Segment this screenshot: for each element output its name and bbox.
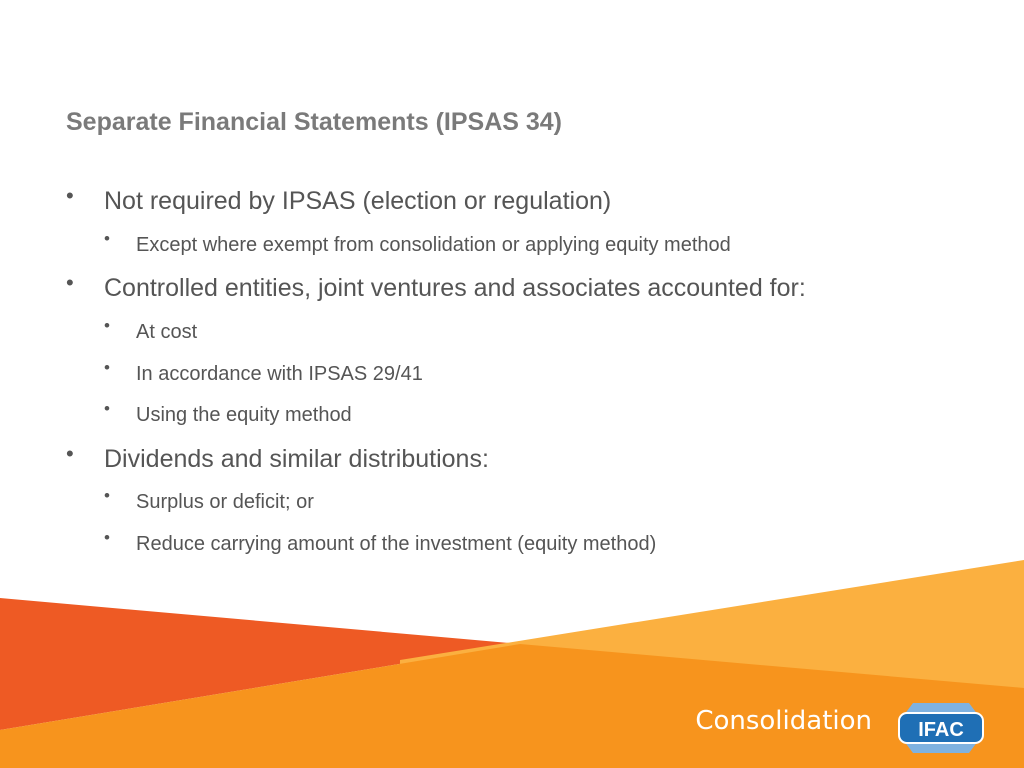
bullet-marker: • bbox=[104, 229, 110, 248]
ifac-logo bbox=[895, 697, 987, 759]
sub-bullet-text: In accordance with IPSAS 29/41 bbox=[136, 363, 423, 385]
bullet-marker: • bbox=[66, 441, 74, 466]
sub-bullet-text: Except where exempt from consolidation or applying equity method bbox=[136, 234, 731, 256]
sub-bullet-text: Surplus or deficit; or bbox=[136, 491, 314, 513]
bullet-marker: • bbox=[104, 528, 110, 547]
sub-bullet-text: At cost bbox=[136, 321, 198, 343]
bullet-marker: • bbox=[104, 486, 110, 505]
bullet-marker: • bbox=[66, 270, 74, 295]
sub-bullet-text: Reduce carrying amount of the investment (equity method) bbox=[136, 533, 657, 555]
bullet-marker: • bbox=[104, 358, 110, 377]
sub-bullet-text: Using the equity method bbox=[136, 404, 352, 426]
bullet-marker: • bbox=[104, 316, 110, 335]
footer-label: Consolidation bbox=[695, 706, 872, 736]
logo-text: IFAC bbox=[918, 719, 964, 741]
bullet-text: Dividends and similar distributions: bbox=[104, 445, 489, 473]
bullet-text: Controlled entities, joint ventures and associates accounted for: bbox=[104, 274, 806, 302]
bullet-marker: • bbox=[66, 183, 74, 208]
bullet-text: Not required by IPSAS (election or regulation) bbox=[104, 187, 612, 215]
slide-title: Separate Financial Statements (IPSAS 34) bbox=[66, 108, 563, 136]
bullet-marker: • bbox=[104, 399, 110, 418]
